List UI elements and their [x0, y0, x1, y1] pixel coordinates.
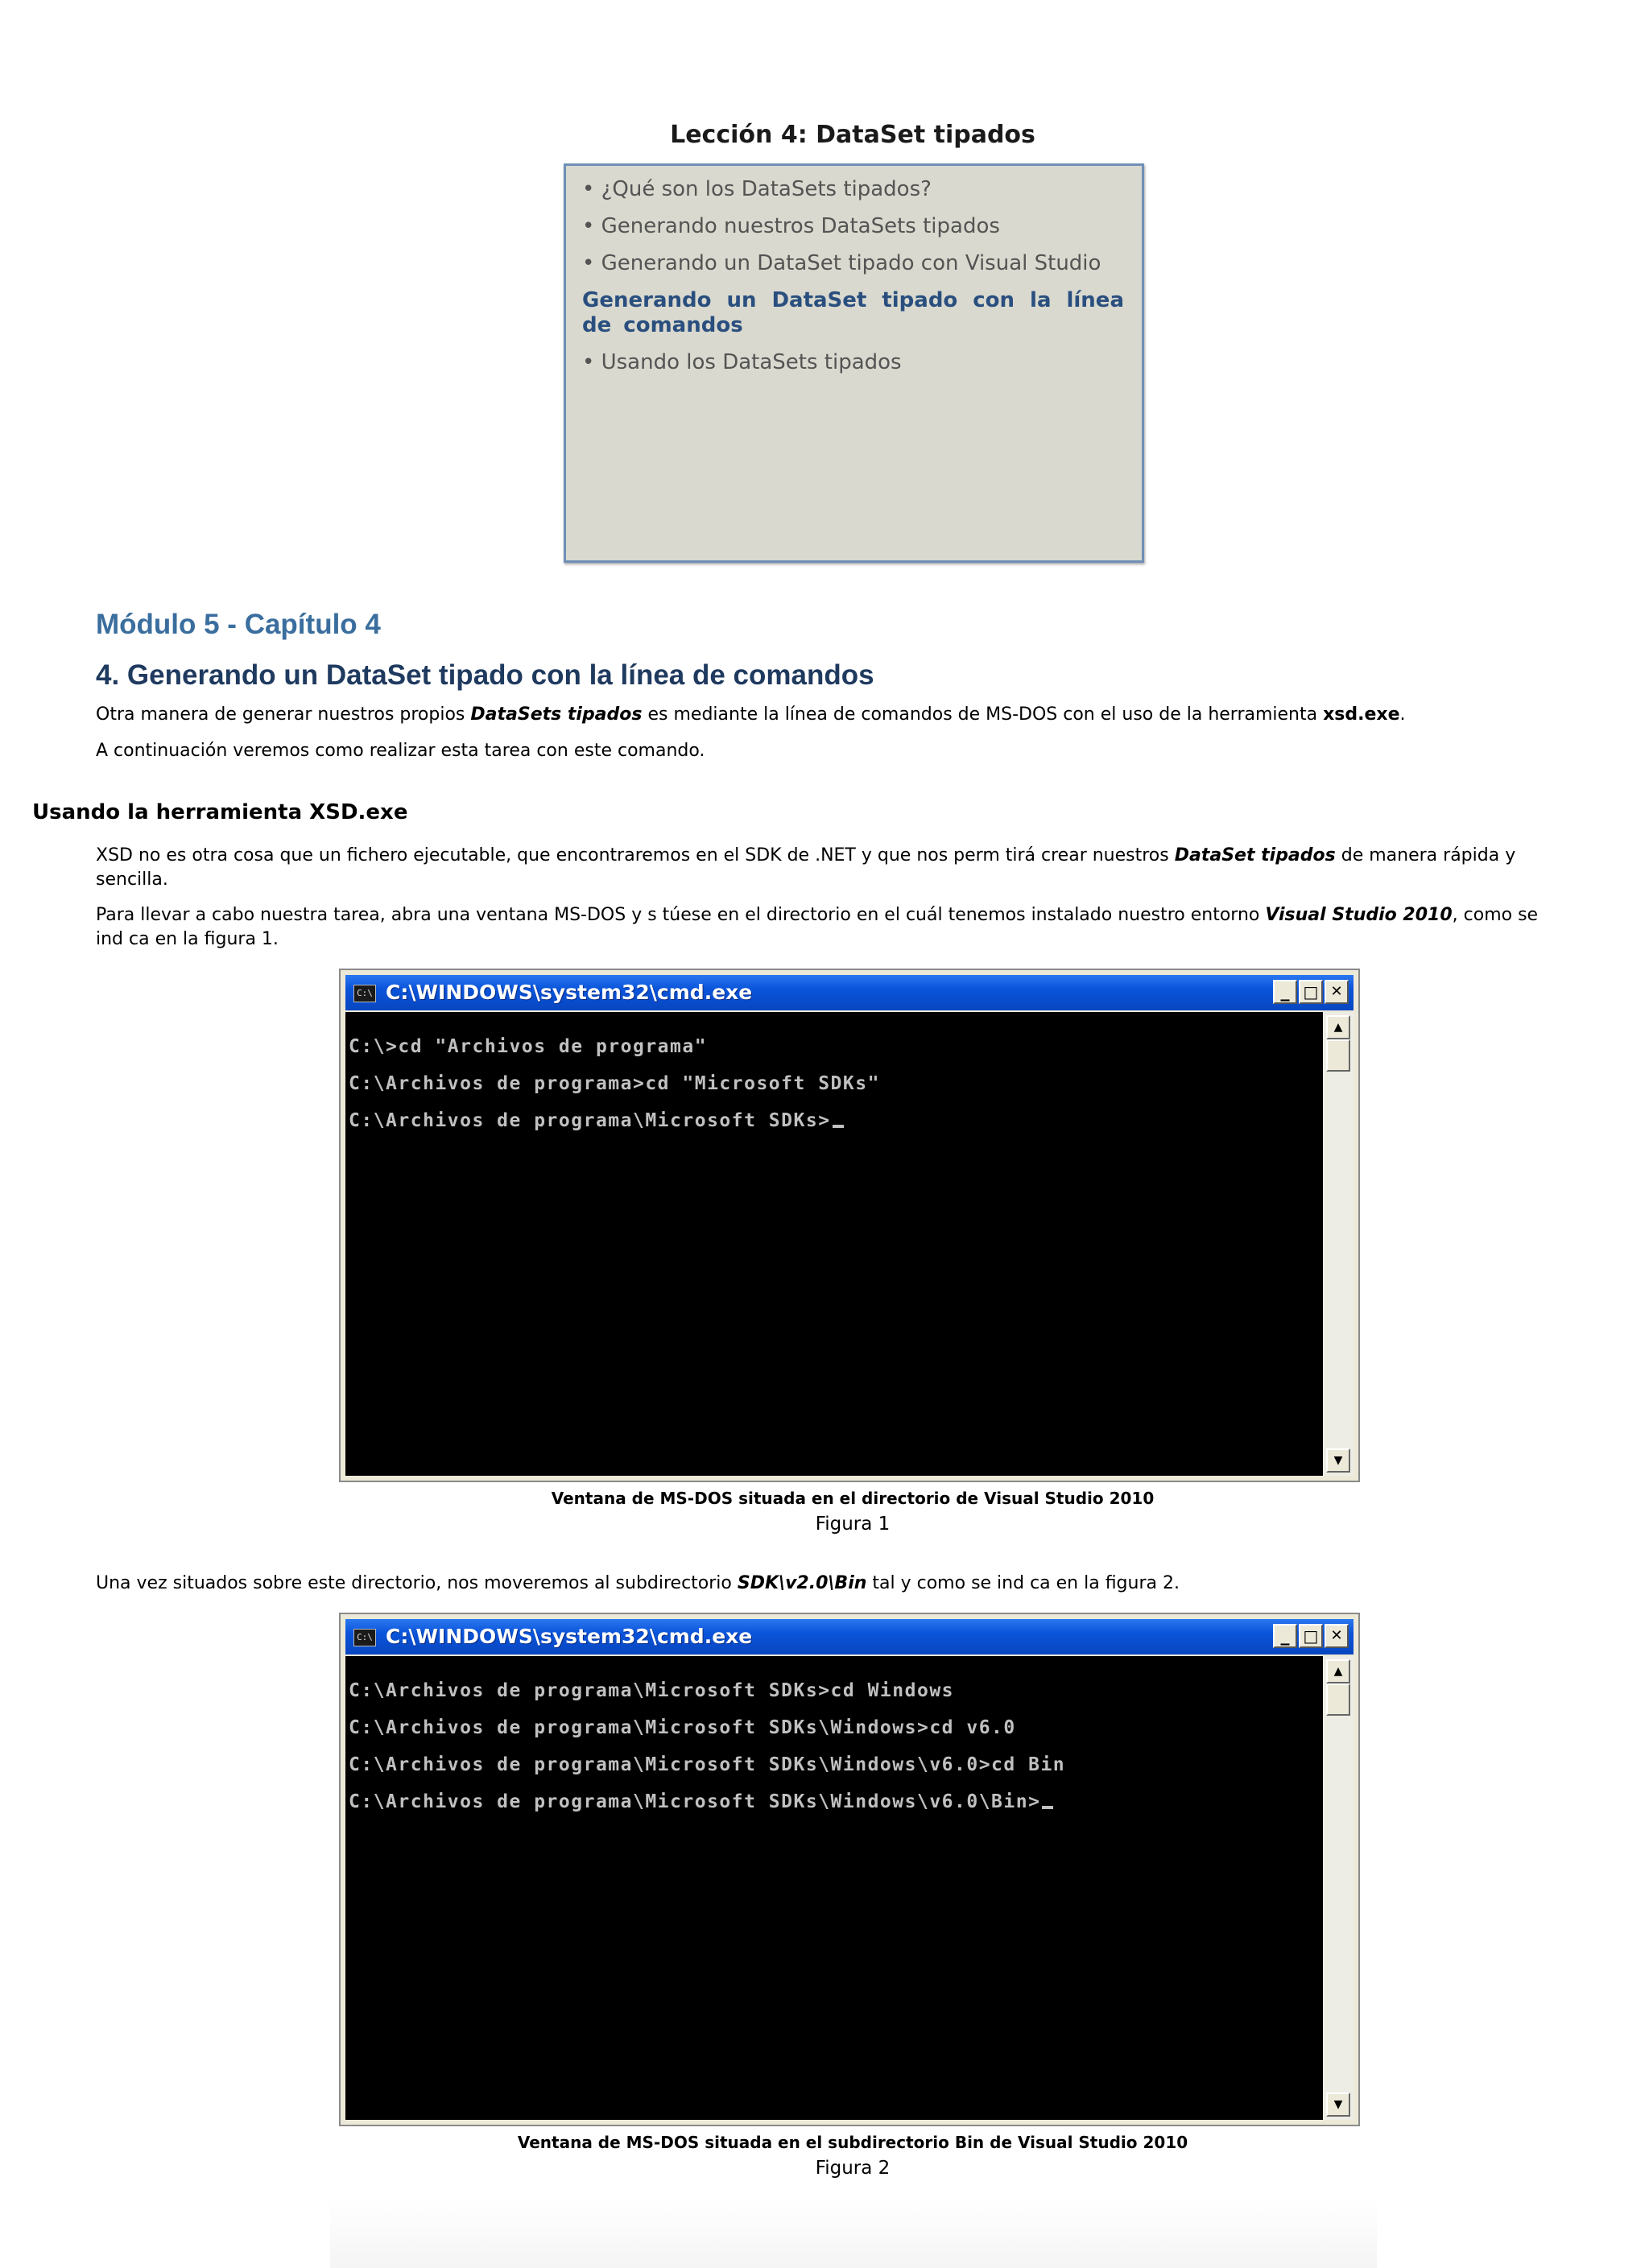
body-paragraph-1: XSD no es otra cosa que un fichero ejecutable, que encontraremos en el SDK de .NET y que nos perm tirá crear nuestros DataSet tipados de manera rápida y sencilla.	[96, 845, 1516, 890]
console-line: C:\Archivos de programa\Microsoft SDKs\Windows\v6.0>cd Bin	[349, 1754, 1066, 1775]
body-paragraph-2: Para llevar a cabo nuestra tarea, abra una ventana MS-DOS y s túese en el directorio en el cuál tenemos instalado nuestro entorno Visual Studio 2010, como se ind ca en la figura 1.	[96, 905, 1539, 949]
maximize-button[interactable]: □	[1299, 980, 1323, 1004]
console-line: C:\Archivos de programa\Microsoft SDKs\Windows>cd v6.0	[349, 1717, 1016, 1738]
slide-item: • ¿Qué son los DataSets tipados?	[582, 177, 932, 201]
console-output[interactable]	[345, 1656, 1323, 2120]
window-title: C:\WINDOWS\system32\cmd.exe	[386, 1625, 753, 1648]
cmd-window-figure-1	[339, 969, 1360, 1482]
vertical-scrollbar[interactable]	[1323, 1012, 1354, 1476]
console-icon[interactable]: C:\	[353, 1629, 376, 1646]
figure-1-caption: Ventana de MS-DOS situada en el directorio de Visual Studio 2010	[551, 1489, 1155, 1508]
close-button[interactable]: ✕	[1325, 980, 1349, 1004]
console-line: C:\Archivos de programa\Microsoft SDKs\Windows\v6.0\Bin>	[349, 1783, 1323, 1820]
scroll-down-arrow-icon[interactable]: ▼	[1326, 1448, 1350, 1473]
slide-item-current: Generando un DataSet tipado con la línea de comandos	[582, 288, 1124, 337]
page-footer-shade	[330, 2198, 1377, 2268]
figure-2-caption: Ventana de MS-DOS situada en el subdirectorio Bin de Visual Studio 2010	[517, 2133, 1188, 2152]
slide-item: • Generando un DataSet tipado con Visual Studio	[582, 251, 1101, 275]
emphasis: SDK\v2.0\Bin	[737, 1573, 867, 1593]
emphasis: Visual Studio 2010	[1265, 905, 1453, 925]
figure-2-label: Figura 2	[815, 2158, 891, 2179]
scroll-up-arrow-icon[interactable]: ▲	[1326, 1015, 1350, 1039]
window-title: C:\WINDOWS\system32\cmd.exe	[386, 981, 753, 1004]
console-line: C:\Archivos de programa>cd "Microsoft SDKs"	[349, 1073, 880, 1094]
vertical-scrollbar[interactable]	[1323, 1656, 1354, 2120]
emphasis: DataSet tipados	[1174, 845, 1336, 865]
scroll-thumb[interactable]	[1326, 1683, 1350, 1716]
minimize-button[interactable]: _	[1273, 980, 1297, 1004]
slide-title: Lección 4: DataSet tipados	[670, 121, 1035, 149]
maximize-button[interactable]: □	[1299, 1624, 1323, 1648]
intro-paragraph-1: Otra manera de generar nuestros propios DataSets tipados es mediante la línea de comandos de MS-DOS con el uso de la herramienta xsd.exe.	[96, 704, 1406, 725]
console-output[interactable]	[345, 1012, 1323, 1476]
text-cursor	[1042, 1806, 1053, 1809]
scroll-up-arrow-icon[interactable]: ▲	[1326, 1659, 1350, 1683]
scroll-thumb[interactable]	[1326, 1039, 1350, 1072]
console-icon[interactable]: C:\	[353, 985, 376, 1002]
chapter-title: 4. Generando un DataSet tipado con la línea de comandos	[96, 659, 874, 691]
body-paragraph-3: Una vez situados sobre este directorio, nos moveremos al subdirectorio SDK\v2.0\Bin tal y como se ind ca en la figura 2.	[96, 1573, 1180, 1593]
text-cursor	[833, 1125, 844, 1128]
module-title: Módulo 5 - Capítulo 4	[96, 609, 381, 640]
slide-item: • Generando nuestros DataSets tipados	[582, 214, 1000, 238]
figure-1-label: Figura 1	[815, 1514, 891, 1535]
lesson-slide	[564, 163, 1144, 563]
intro-paragraph-2: A continuación veremos como realizar esta tarea con este comando.	[96, 741, 705, 761]
window-titlebar[interactable]	[345, 1619, 1354, 1655]
console-line: C:\Archivos de programa\Microsoft SDKs>cd Windows	[349, 1680, 955, 1701]
tool-name: xsd.exe	[1323, 704, 1400, 725]
slide-item: • Usando los DataSets tipados	[582, 350, 902, 374]
emphasis: DataSets tipados	[470, 704, 643, 725]
console-line: C:\>cd "Archivos de programa"	[349, 1036, 708, 1057]
window-titlebar[interactable]	[345, 975, 1354, 1010]
section-title: Usando la herramienta XSD.exe	[32, 800, 408, 824]
console-line: C:\Archivos de programa\Microsoft SDKs>	[349, 1102, 1323, 1139]
scroll-down-arrow-icon[interactable]: ▼	[1326, 2092, 1350, 2117]
minimize-button[interactable]: _	[1273, 1624, 1297, 1648]
cmd-window-figure-2	[339, 1613, 1360, 2126]
close-button[interactable]: ✕	[1325, 1624, 1349, 1648]
